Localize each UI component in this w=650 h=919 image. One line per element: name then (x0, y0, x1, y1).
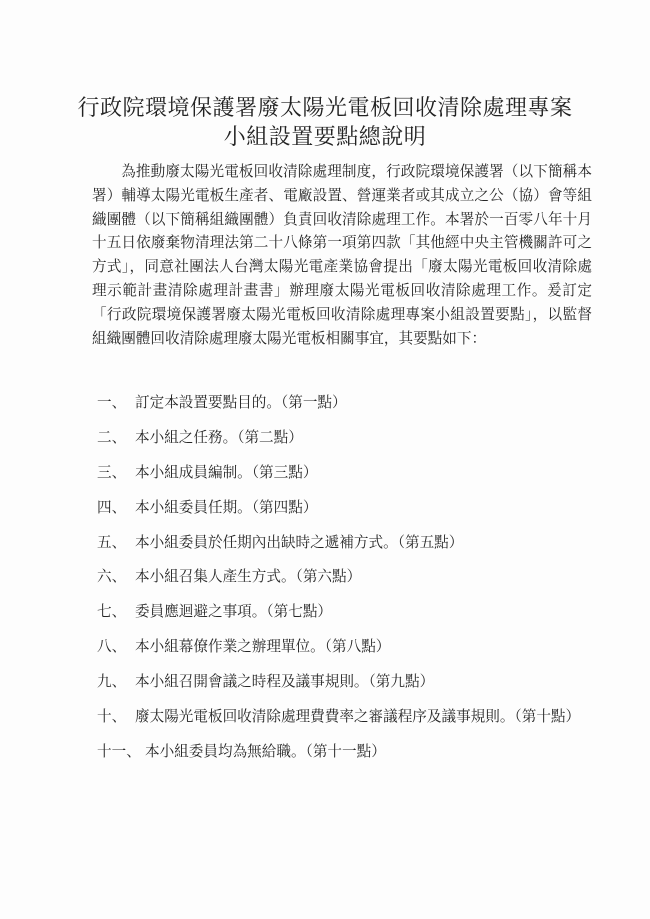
point-text: 本小組成員編制。（第三點） (135, 463, 318, 481)
point-number: 七、 (97, 603, 127, 621)
point-number: 十、 (97, 708, 127, 726)
point-text: 本小組委員於任期內出缺時之遞補方式。（第五點） (135, 533, 464, 551)
point-number: 十一、 (97, 742, 141, 760)
summary-point-5 (97, 533, 617, 568)
summary-point-10 (97, 707, 617, 742)
point-text: 訂定本設置要點目的。（第一點） (135, 394, 347, 411)
summary-point-6 (97, 567, 617, 602)
point-number: 五、 (97, 533, 127, 551)
point-text: 本小組召集人產生方式。（第六點） (135, 568, 362, 586)
summary-point-3 (97, 463, 617, 498)
summary-point-8 (97, 637, 617, 672)
summary-point-list (97, 393, 617, 777)
point-text: 本小組召開會議之時程及議事規則。（第九點） (135, 673, 435, 691)
point-number: 八、 (97, 638, 127, 656)
point-number: 四、 (97, 498, 127, 516)
intro-paragraph: 為推動廢太陽光電板回收清除處理制度，行政院環境保護署（以下簡稱本署）輔導太陽光電板生產者、電廠設置、營運業者或其成立之公（協）會等組織團體（以下簡稱組織團體）負責回收清除處理工作。本署於一百零八年十月十五日依廢棄物清理法第二十八條第一項第四款「其他經中央主管機關許可之方式」，同意社團法人台灣太陽光電產業協會提出「廢太陽光電板回收清除處理示範計畫清除處理計畫書」辦理廢太陽光電板回收清除處理工作。爰訂定「行政院環境保護署廢太陽光電板回收清除處理專案小組設置要點」，以監督組織團體回收清除處理廢太陽光電板相關事宜，其要點如下： (92, 163, 592, 347)
point-text: 委員應迴避之事項。（第七點） (135, 603, 333, 621)
document-title-line-1: 行政院環境保護署廢太陽光電板回收清除處理專案 (77, 96, 573, 121)
summary-point-2 (97, 428, 617, 463)
point-number: 二、 (97, 428, 127, 446)
summary-point-9 (97, 672, 617, 707)
summary-point-11 (97, 742, 617, 777)
summary-point-4 (97, 498, 617, 533)
point-text: 本小組幕僚作業之辦理單位。（第八點） (135, 638, 391, 656)
point-number: 三、 (97, 463, 127, 481)
point-number: 九、 (97, 673, 127, 691)
point-number: 六、 (97, 568, 127, 586)
summary-point-7 (97, 602, 617, 637)
document-title-line-2: 小組設置要點總說明 (223, 125, 427, 150)
point-text: 本小組委員均為無給職。（第十一點） (145, 742, 386, 760)
summary-point-1 (97, 393, 617, 428)
point-number: 一、 (97, 394, 127, 411)
point-text: 廢太陽光電板回收清除處理費費率之審議程序及議事規則。（第十點） (135, 708, 581, 726)
point-text: 本小組之任務。（第二點） (135, 428, 303, 446)
point-text: 本小組委員任期。（第四點） (135, 498, 318, 516)
